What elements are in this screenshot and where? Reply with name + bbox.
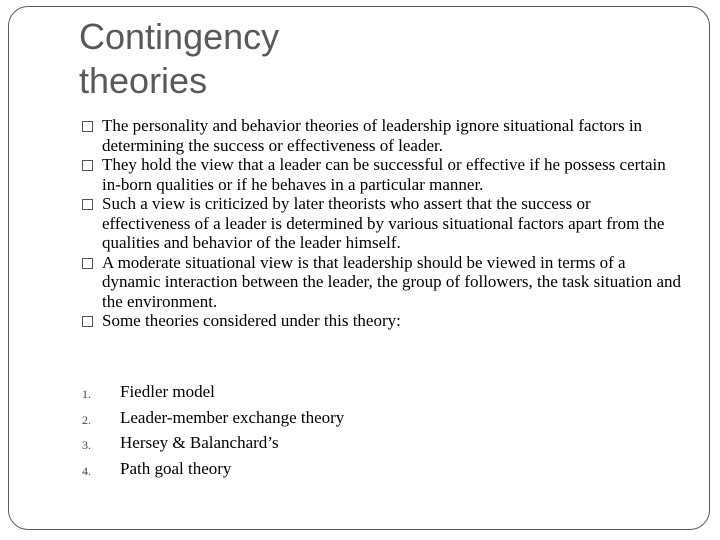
numbered-item	[82, 458, 682, 484]
item-number: 4.	[82, 464, 91, 479]
title-line-2: theories	[79, 60, 208, 101]
bullet-text: The personality and behavior theories of leadership ignore situational factors in determining the success or effectiveness of leader.	[102, 116, 643, 155]
slide	[8, 6, 710, 530]
numbered-item	[82, 432, 682, 458]
slide-title	[79, 15, 679, 103]
bullet-item	[82, 311, 682, 331]
item-text: Leader-member exchange theory	[120, 407, 345, 427]
numbered-item	[82, 407, 682, 433]
bullet-item	[82, 155, 682, 194]
square-bullet-icon	[82, 258, 93, 269]
square-bullet-icon	[82, 316, 93, 327]
bullet-text: Such a view is criticized by later theorists who assert that the success or effectiveness of a leader is determined by various situational factors apart from the qualities and behavior of the leader himself.	[102, 194, 665, 252]
item-text: Fiedler model	[120, 382, 215, 401]
item-number: 1.	[82, 387, 91, 401]
bullet-item	[82, 253, 682, 312]
bullet-text: A moderate situational view is that leadership should be viewed in terms of a dynamic interaction between the leader, the group of followers, the task situation and the environment.	[102, 252, 682, 311]
numbered-list	[82, 381, 682, 484]
item-number: 2.	[82, 412, 91, 427]
square-bullet-icon	[82, 199, 93, 210]
bullet-text: Some theories considered under this theory:	[102, 311, 401, 330]
item-text: Hersey & Balanchard’s	[120, 433, 279, 453]
bullet-text: They hold the view that a leader can be successful or effective if he possess certain in-born qualities or if he behaves in a particular manner.	[102, 155, 666, 194]
bullet-list	[82, 116, 682, 331]
item-text: Path goal theory	[120, 459, 232, 479]
numbered-item	[82, 381, 682, 407]
bullet-item	[82, 116, 682, 155]
item-number: 3.	[82, 438, 91, 453]
square-bullet-icon	[82, 160, 93, 171]
title-line-1: Contingency	[79, 16, 280, 57]
square-bullet-icon	[82, 121, 93, 132]
bullet-item	[82, 194, 682, 253]
